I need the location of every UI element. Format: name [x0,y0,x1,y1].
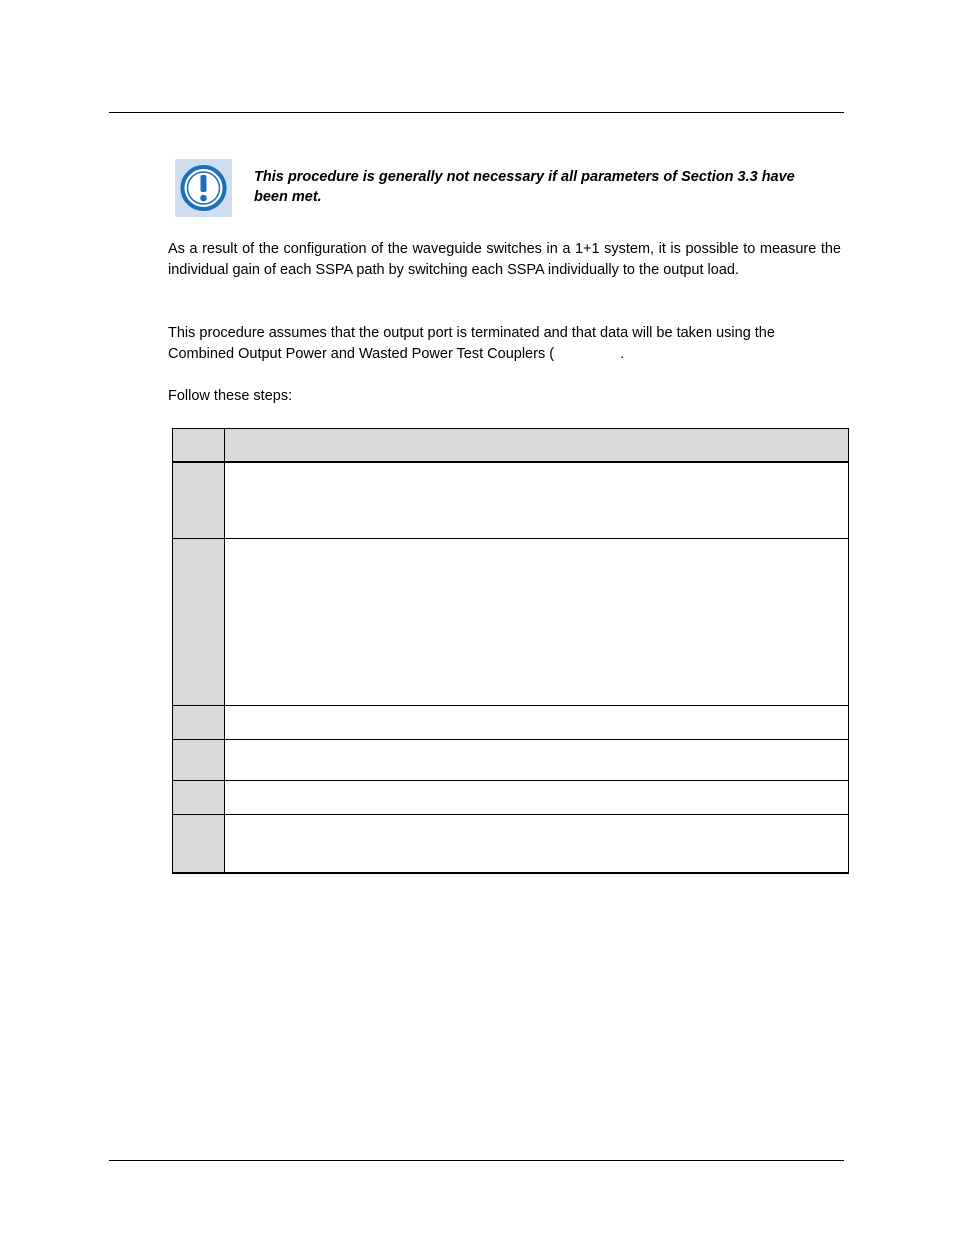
footer-rule [109,1160,844,1161]
procedure-paragraph [168,323,841,365]
step-number-cell [173,815,225,874]
step-number-cell [173,462,225,539]
table-row [173,539,849,706]
procedure-line-2: Combined Output Power and Wasted Power Test Couplers ( [168,346,555,362]
header-rule [109,112,844,113]
exclamation-circle-icon [175,159,232,217]
steps-intro: Follow these steps: [168,388,293,404]
steps-table-header [173,429,849,463]
step-number-cell [173,539,225,706]
table-row [173,815,849,874]
step-description-cell [225,740,849,781]
step-description-cell [225,815,849,874]
procedure-column-header [225,429,849,463]
note-text: This procedure is generally not necessary if all parameters of Section 3.3 have been met. [254,169,795,205]
step-description-cell [225,462,849,539]
step-number-cell [173,740,225,781]
step-description-cell [225,539,849,706]
intro-paragraph: As a result of the configuration of the waveguide switches in a 1+1 system, it is possible to measure the individual gain of each SSPA path by switching each SSPA individually to the output load. [168,241,841,278]
step-description-cell [225,781,849,815]
step-column-header [173,429,225,463]
table-row [173,781,849,815]
table-row [173,462,849,539]
step-number-cell [173,781,225,815]
table-row [173,740,849,781]
table-row [173,706,849,740]
procedure-line-1: This procedure assumes that the output port is terminated and that data will be taken using the [168,325,775,341]
procedure-line-end: . [620,346,625,362]
step-description-cell [225,706,849,740]
steps-table [172,428,849,874]
note-icon-box [175,159,232,217]
step-number-cell [173,706,225,740]
